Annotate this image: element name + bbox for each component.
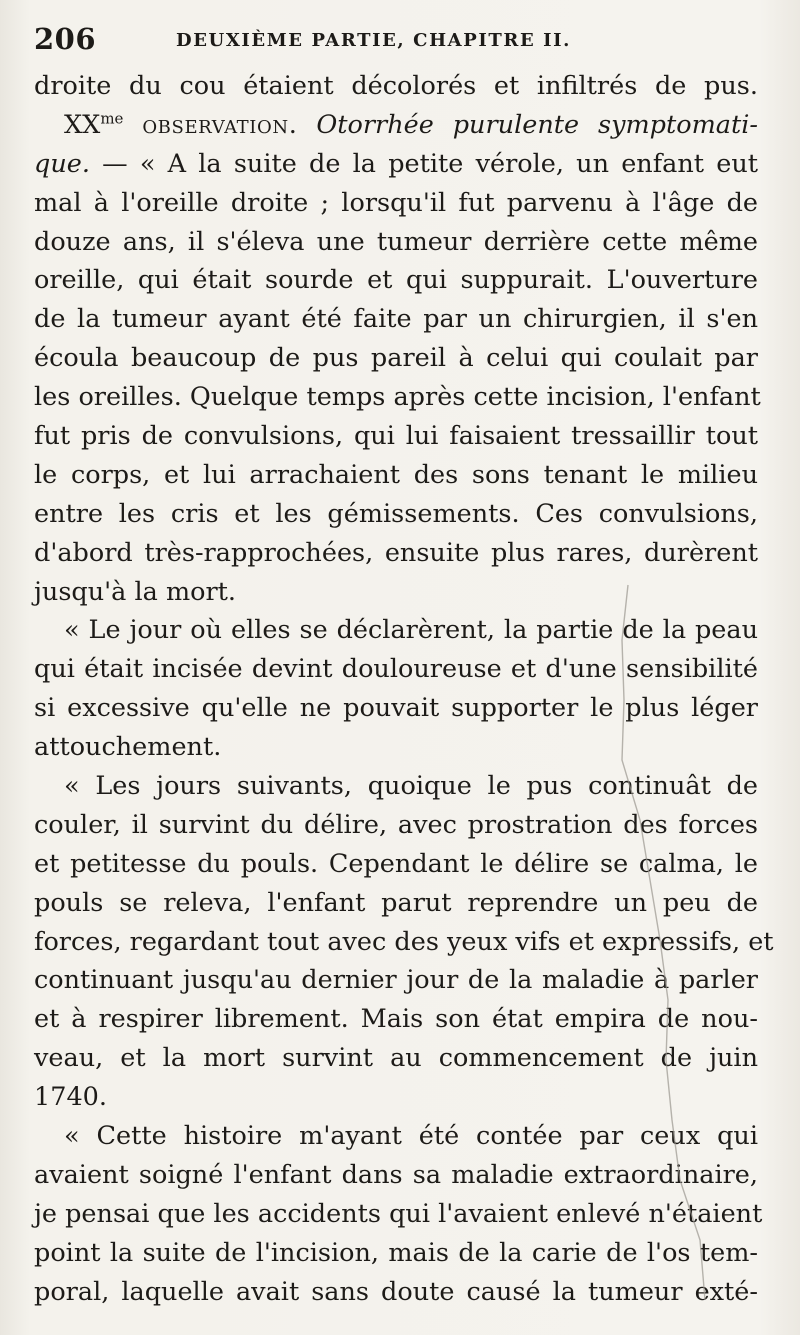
text-line: forces, regardant tout avec des yeux vifs et expressifs, et xyxy=(34,926,774,957)
text-line: continuant jusqu'au dernier jour de la maladie à parler xyxy=(34,965,758,996)
observation-title: Otorrhée purulente symptomati- xyxy=(316,109,758,140)
text-line-rest: — « A la suite de la petite vérole, un enfant eut xyxy=(89,148,758,179)
text-line: « Le jour où elles se déclarèrent, la partie de la peau xyxy=(64,615,758,646)
observation-title-end: que. xyxy=(34,148,90,179)
text-line: avaient soigné l'enfant dans sa maladie extraordinaire, xyxy=(34,1159,758,1190)
text-line: je pensai que les accidents qui l'avaient enlevé n'étaient xyxy=(34,1198,763,1229)
running-head: DEUXIÈME PARTIE, CHAPITRE II. xyxy=(176,30,572,51)
text-line: point la suite de l'incision, mais de la carie de l'os tem- xyxy=(34,1237,758,1268)
text-line xyxy=(34,145,758,184)
text-line: pouls se releva, l'enfant parut reprendre un peu de xyxy=(34,887,758,918)
text-line: et à respirer librement. Mais son état empira de nou- xyxy=(34,1004,758,1035)
body-text xyxy=(34,67,774,1312)
text-line: le corps, et lui arrachaient des sons tenant le milieu xyxy=(34,459,758,490)
observation-number: XX xyxy=(64,109,101,140)
text-line: oreille, qui était sourde et qui suppurait. L'ouverture xyxy=(34,265,758,296)
text-line: couler, il survint du délire, avec prostration des forces xyxy=(34,809,758,840)
observation-number-suffix: me xyxy=(100,109,124,128)
text-line: douze ans, il s'éleva une tumeur derrière cette même xyxy=(34,226,758,257)
observation-heading-line xyxy=(34,106,758,145)
page-header xyxy=(34,22,760,62)
text-line: fut pris de convulsions, qui lui faisaient tressaillir tout xyxy=(34,421,758,452)
text-line: « Cette histoire m'ayant été contée par ceux qui xyxy=(64,1121,758,1152)
text-line: 1740. xyxy=(34,1082,108,1113)
text-line: « Les jours suivants, quoique le pus continuât de xyxy=(64,771,758,802)
text-line: droite du cou étaient décolorés et infiltrés de pus. xyxy=(34,71,758,101)
page-number: 206 xyxy=(34,22,97,56)
text-line: si excessive qu'elle ne pouvait supporter le plus léger xyxy=(34,693,758,724)
text-line: veau, et la mort survint au commencement de juin xyxy=(34,1043,758,1074)
observation-label: observation. xyxy=(142,109,298,140)
text-line: d'abord très-rapprochées, ensuite plus rares, durèrent xyxy=(34,537,758,568)
text-line: entre les cris et les gémissements. Ces convulsions, xyxy=(34,498,758,529)
text-line: attouchement. xyxy=(34,732,222,763)
text-line: de la tumeur ayant été faite par un chirurgien, il s'en xyxy=(34,304,758,335)
text-line: les oreilles. Quelque temps après cette incision, l'enfant xyxy=(34,382,761,413)
text-line: mal à l'oreille droite ; lorsqu'il fut parvenu à l'âge de xyxy=(34,187,758,218)
text-line: écoula beaucoup de pus pareil à celui qui coulait par xyxy=(34,343,758,374)
text-line: qui était incisée devint douloureuse et d'une sensibilité xyxy=(34,654,758,685)
text-line: poral, laquelle avait sans doute causé la tumeur exté- xyxy=(34,1276,758,1307)
text-line: et petitesse du pouls. Cependant le délire se calma, le xyxy=(34,848,758,879)
text-line: jusqu'à la mort. xyxy=(34,576,237,607)
